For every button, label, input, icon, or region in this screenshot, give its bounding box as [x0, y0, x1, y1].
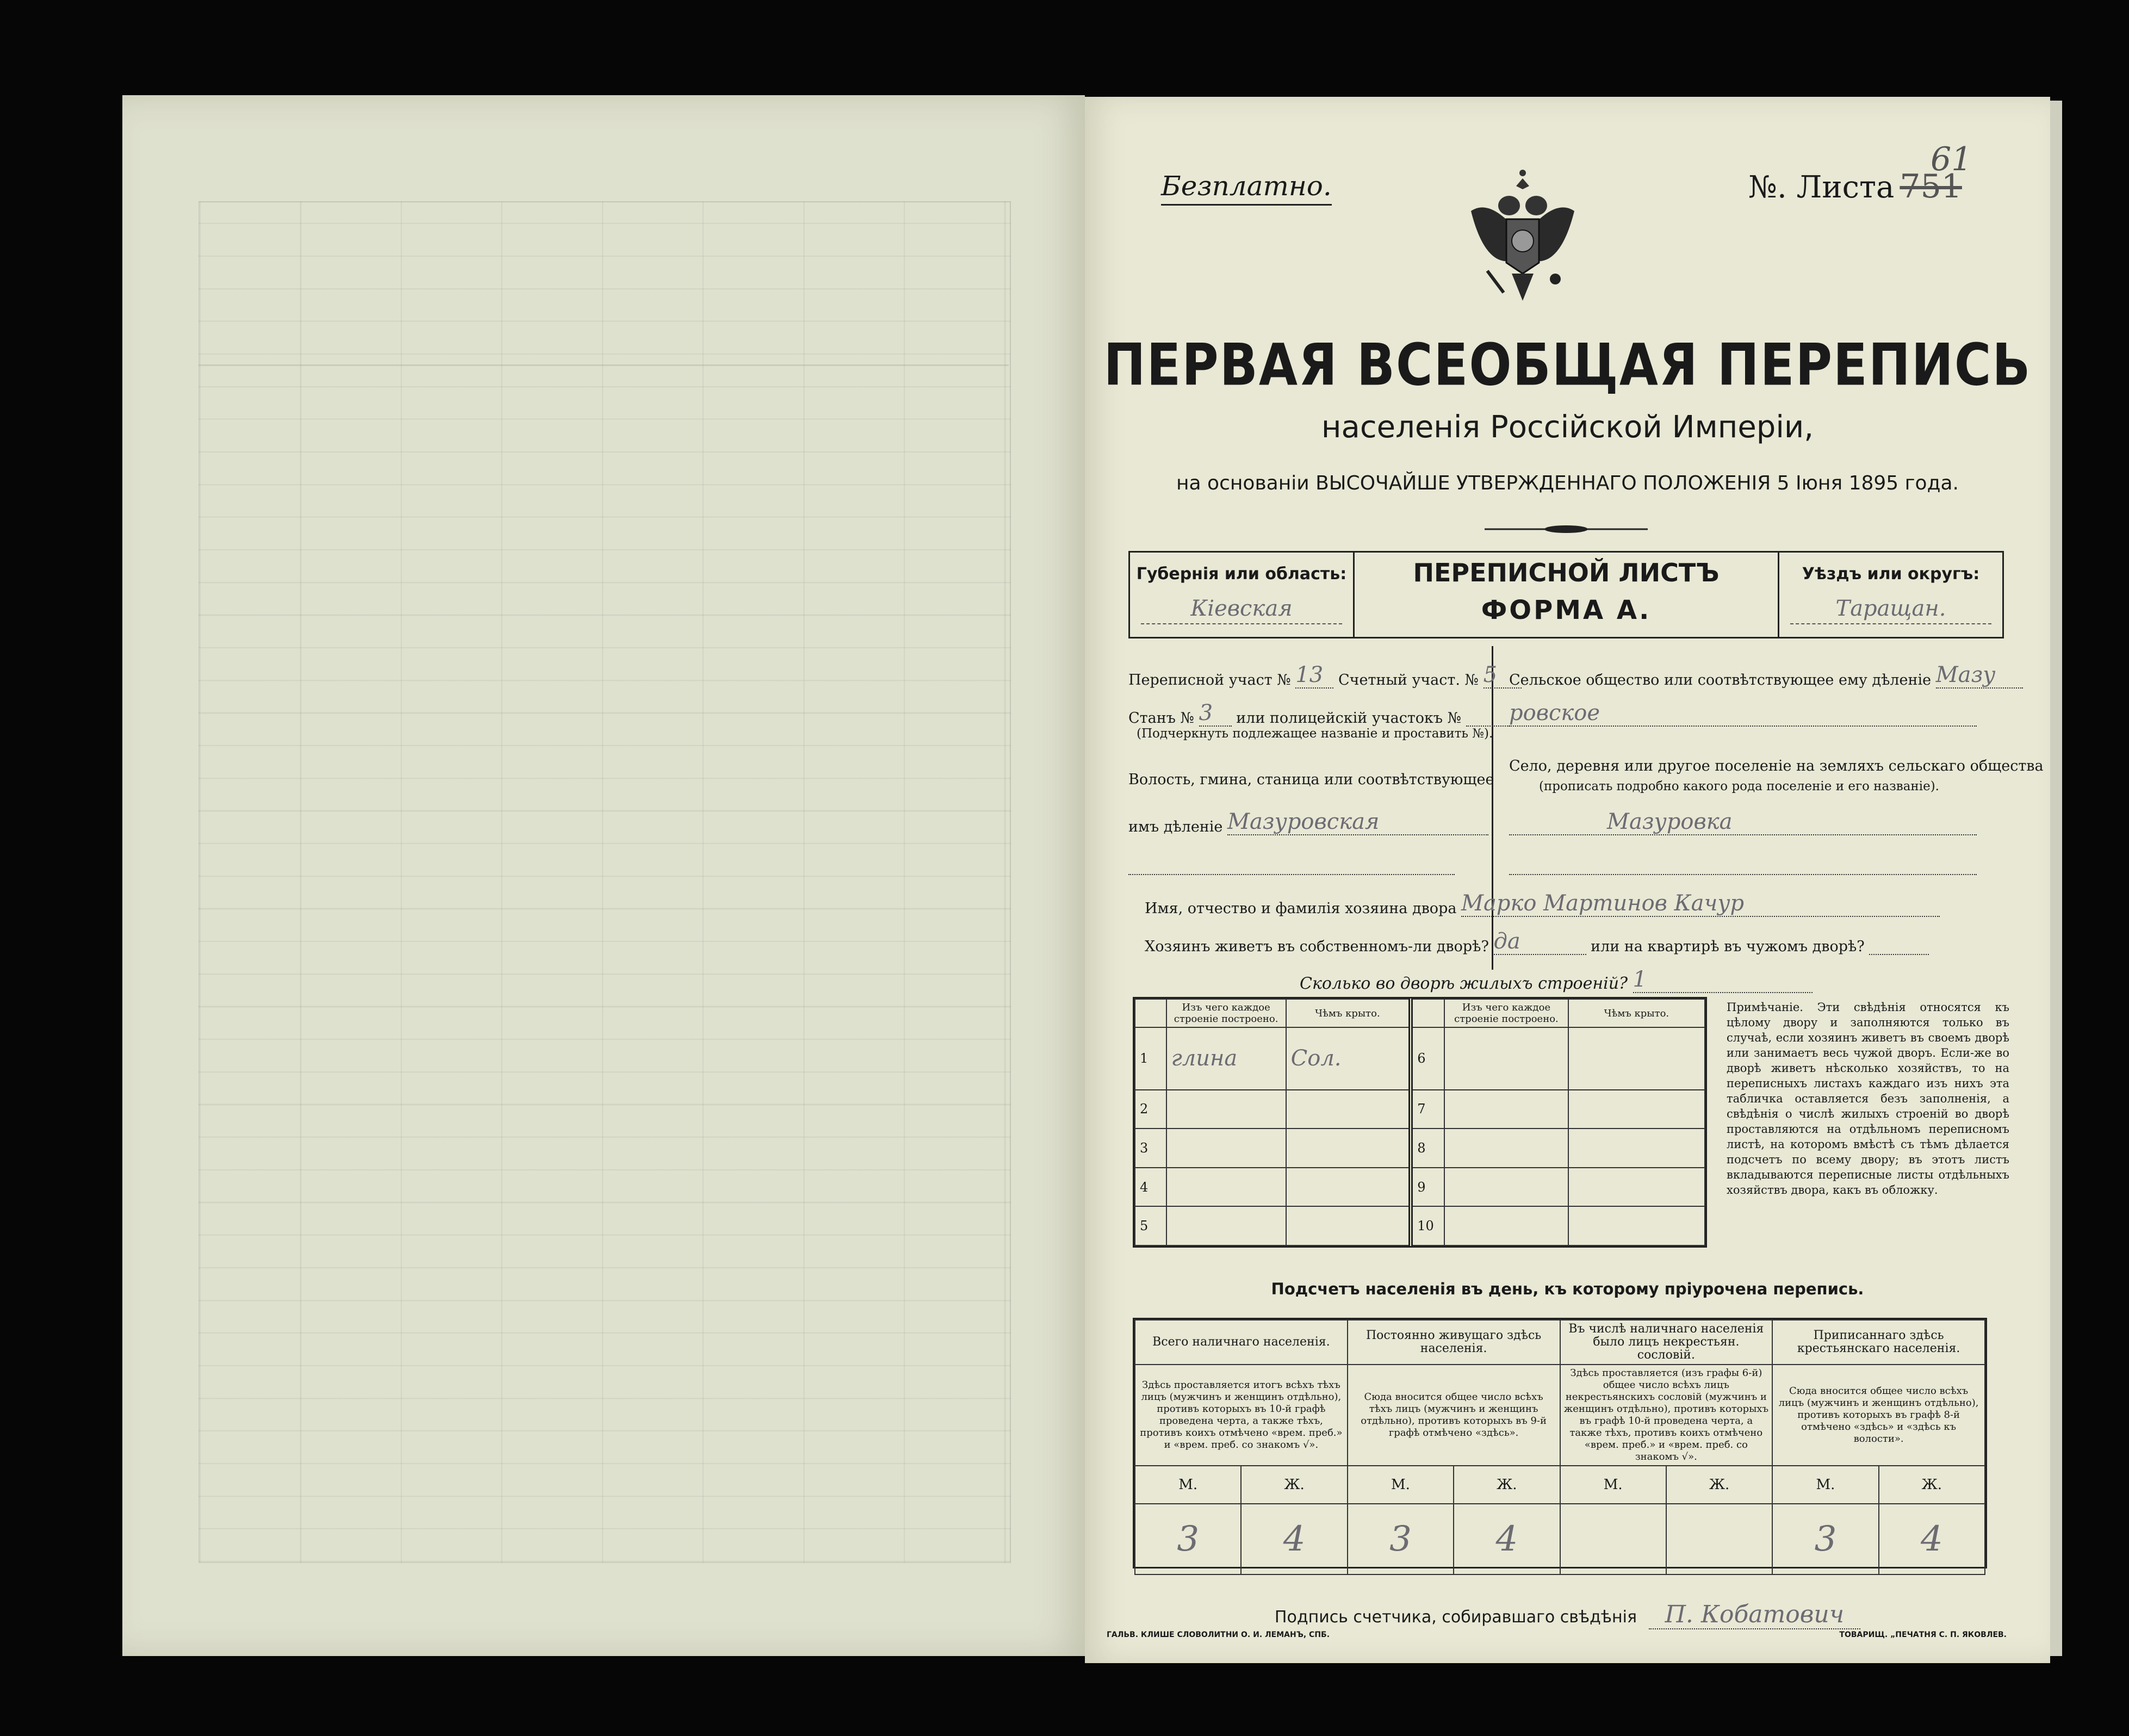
- count-district-label: Счетный участ. №: [1338, 672, 1479, 689]
- volost-field: [1128, 809, 1488, 835]
- free-label: Безплатно.: [1161, 170, 1332, 206]
- imperial-eagle-emblem: [1466, 168, 1580, 309]
- count-head-non-peasant: Въ числѣ наличнаго населенія было лицъ некрестьян. сословій.: [1560, 1320, 1773, 1365]
- roof-cell: [1568, 1206, 1705, 1245]
- gubernia-cell: [1128, 553, 1355, 637]
- male-label: М.: [1135, 1466, 1241, 1504]
- permanent-male-value: 3: [1348, 1504, 1454, 1574]
- village-note: (прописать подробно какого рода поселеніе и его названіе).: [1539, 779, 1939, 793]
- enumerator-signature: [1085, 1601, 2050, 1628]
- non-peasant-female-value: [1666, 1504, 1772, 1574]
- printer-credit-left: ГАЛЬВ. КЛИШЕ СЛОВОЛИТНИ О. И. ЛЕМАНЪ, СПБ.: [1107, 1630, 1330, 1639]
- uezd-value: Таращан.: [1790, 596, 1991, 624]
- population-count-table: [1133, 1318, 1987, 1568]
- material-cell: [1444, 1129, 1568, 1168]
- material-cell: [1166, 1206, 1286, 1245]
- society-value-1: Мазу: [1936, 662, 2023, 689]
- col-material-right: Изъ чего каждое строеніе построено.: [1444, 999, 1568, 1027]
- uezd-cell: [1778, 553, 2004, 637]
- signature-value: П. Кобатович: [1649, 1601, 1861, 1629]
- count-desc-permanent: Сюда вносится общее число всѣхъ тѣхъ лицъ (мужчинъ и женщинъ отдѣльно), противъ которыхъ въ 9-й графѣ отмѣчено «здѣсь».: [1348, 1365, 1560, 1466]
- count-head-present: Всего наличнаго населенія.: [1135, 1320, 1348, 1365]
- sheet-number-label: №. Листа: [1748, 170, 1895, 205]
- owner-name-value: Марко Мартинов Качур: [1461, 891, 1940, 917]
- female-label: Ж.: [1241, 1466, 1347, 1504]
- row-number: 3: [1135, 1129, 1166, 1168]
- bleed-through-header: [198, 201, 1009, 366]
- gubernia-value: Кіевская: [1141, 596, 1342, 624]
- rent-label: или на квартирѣ въ чужомъ дворѣ?: [1591, 938, 1865, 955]
- count-desc-registered: Сюда вносится общее число всѣхъ лицъ (мужчинъ и женщинъ отдѣльно), противъ которыхъ въ графѣ 8-й отмѣчено «здѣсь» и «здѣсь къ волости».: [1772, 1365, 1985, 1466]
- table-row: [1135, 1129, 1705, 1168]
- roof-cell: [1568, 1027, 1705, 1090]
- sheet-number-crossed: 751: [1900, 168, 1962, 206]
- count-desc-present: Здѣсь проставляется итогъ всѣхъ тѣхъ лицъ (мужчинъ и женщинъ отдѣльно), противъ которыхъ въ 10-й графѣ проведена черта, а также тѣхъ, противъ коихъ отмѣчено «врем. преб.» и «врем. преб. со знакомъ √».: [1135, 1365, 1348, 1466]
- roof-cell: [1286, 1168, 1411, 1207]
- note-text: Примѣчаніе. Эти свѣдѣнія относятся къ цѣлому двору и заполняются только въ случаѣ, если хозяинъ живетъ въ своемъ дворѣ или занимаетъ весь чужой дворъ. Если-же во дворѣ живетъ нѣсколько хозяйствъ, то на переписныхъ листахъ каждаго изъ нихъ эта табличка оставляется безъ заполненія, а свѣдѣнія о числѣ жилыхъ строеній во дворѣ проставляются на отдѣльномъ переписномъ листѣ, на которомъ вмѣстѣ съ тѣмъ дѣлается подсчетъ по всему двору; въ этотъ листъ вкладываются переписные листы отдѣльныхъ хозяйствъ двора, какъ въ обложку.: [1727, 1001, 2009, 1196]
- col-roof-left: Чѣмъ крыто.: [1286, 999, 1411, 1027]
- form-header-box: [1128, 551, 2004, 638]
- row-number: 6: [1411, 1027, 1444, 1090]
- police-value: [1466, 707, 1510, 727]
- col-roof-right: Чѣмъ крыто.: [1568, 999, 1705, 1027]
- roof-cell: [1286, 1090, 1411, 1129]
- material-cell: [1444, 1027, 1568, 1090]
- form-title: ПЕРЕПИСНОЙ ЛИСТЪ: [1413, 558, 1720, 587]
- owner-name-field: [1145, 891, 1940, 917]
- village-value: Мазуровка: [1509, 809, 1977, 835]
- underline-note: (Подчеркнуть подлежащее названіе и проставить №).: [1137, 727, 1493, 741]
- material-cell: [1444, 1206, 1568, 1245]
- material-cell: [1444, 1090, 1568, 1129]
- buildings-label: Сколько во дворѣ жилыхъ строеній?: [1300, 974, 1628, 993]
- stan-label: Станъ №: [1128, 710, 1194, 727]
- count-head-registered: Приписаннаго здѣсь крестьянскаго населенія.: [1772, 1320, 1985, 1365]
- material-cell: [1166, 1168, 1286, 1207]
- population-count-title: Подсчетъ населенія въ день, къ которому пріурочена перепись.: [1271, 1280, 1864, 1298]
- main-title: ПЕРВАЯ ВСЕОБЩАЯ ПЕРЕПИСЬ: [1103, 331, 2032, 399]
- col-material-left: Изъ чего каждое строеніе построено.: [1166, 999, 1286, 1027]
- table-row: [1135, 1027, 1705, 1090]
- society-value-2: ровское: [1509, 700, 1977, 727]
- row-number: 10: [1411, 1206, 1444, 1245]
- row-number: 9: [1411, 1168, 1444, 1207]
- census-district-field: [1128, 662, 1522, 689]
- owner-name-label: Имя, отчество и фамилія хозяина двора: [1145, 900, 1457, 917]
- page-stack-edge: [2050, 101, 2062, 1656]
- female-label: Ж.: [1879, 1466, 1985, 1504]
- present-male-value: 3: [1135, 1504, 1241, 1574]
- col-number: [1135, 999, 1166, 1027]
- volost-label-line2: имъ дѣленіе: [1128, 819, 1223, 835]
- row-number: 4: [1135, 1168, 1166, 1207]
- village-extra-line: [1509, 855, 1977, 875]
- count-desc-non-peasant: Здѣсь проставляется (изъ графы 6-й) общее число всѣхъ лицъ некрестьянскихъ сословій (мужчинъ и женщинъ отдѣльно), противъ которыхъ въ графѣ 10-й проведена черта, а также тѣхъ, противъ коихъ отмѣчено «врем. преб.» и «врем. преб. со знакомъ √».: [1560, 1365, 1773, 1466]
- material-cell: глина: [1166, 1027, 1286, 1090]
- own-yard-label: Хозяинъ живетъ въ собственномъ-ли дворѣ?: [1145, 938, 1489, 955]
- row-number: 1: [1135, 1027, 1166, 1090]
- census-district-value: 13: [1295, 662, 1333, 689]
- society-field: [1509, 662, 2023, 689]
- police-label: или полицейскій участокъ №: [1236, 710, 1462, 727]
- stan-field: [1128, 700, 1510, 727]
- row-number: 8: [1411, 1129, 1444, 1168]
- census-form-page: [1085, 97, 2050, 1663]
- rent-value: [1869, 935, 1929, 955]
- count-district-value: 5: [1484, 662, 1522, 689]
- subtitle: населенія Россійской Имперіи,: [1321, 410, 1814, 445]
- roof-cell: [1568, 1090, 1705, 1129]
- roof-cell: [1568, 1129, 1705, 1168]
- roof-cell: [1286, 1129, 1411, 1168]
- stan-value: 3: [1199, 700, 1232, 727]
- legal-basis-line: на основаніи ВЫСОЧАЙШЕ УТВЕРЖДЕННАГО ПОЛОЖЕНІЯ 5 Іюня 1895 года.: [1176, 472, 1959, 494]
- column-divider: [1492, 646, 1493, 970]
- row-number: 5: [1135, 1206, 1166, 1245]
- printer-credit-right: ТОВАРИЩ. „ПЕЧАТНЯ С. П. ЯКОВЛЕВ.: [1839, 1630, 2007, 1639]
- buildings-table: [1133, 997, 1707, 1248]
- table-row: [1135, 1206, 1705, 1245]
- male-label: М.: [1772, 1466, 1878, 1504]
- roof-cell: [1568, 1168, 1705, 1207]
- ornament-divider: [1485, 524, 1648, 534]
- count-head-permanent: Постоянно живущаго здѣсь населенія.: [1348, 1320, 1560, 1365]
- sheet-number-handwritten: 61: [1931, 140, 1972, 178]
- material-cell: [1166, 1129, 1286, 1168]
- volost-value: Мазуровская: [1227, 809, 1488, 835]
- material-cell: [1444, 1168, 1568, 1207]
- table-row: [1135, 1168, 1705, 1207]
- village-label: Село, деревня или другое поселеніе на земляхъ сельскаго общества: [1509, 758, 2044, 774]
- society-label: Сельское общество или соотвѣтствующее ему дѣленіе: [1509, 672, 1932, 689]
- volost-label-line1: Волость, гмина, станица или соотвѣтствующее: [1128, 771, 1494, 788]
- row-number: 7: [1411, 1090, 1444, 1129]
- form-subtitle: ФОРМА А.: [1481, 595, 1652, 625]
- roof-cell: Сол.: [1286, 1027, 1411, 1090]
- buildings-value: 1: [1633, 967, 1813, 993]
- row-number: 2: [1135, 1090, 1166, 1129]
- table-row: [1135, 1090, 1705, 1129]
- buildings-question: [1300, 967, 1813, 993]
- blank-line: [1509, 855, 1977, 875]
- gubernia-label: Губернія или область:: [1136, 565, 1347, 584]
- registered-male-value: 3: [1772, 1504, 1878, 1574]
- female-label: Ж.: [1666, 1466, 1772, 1504]
- sheet-number: [1748, 168, 1962, 206]
- female-label: Ж.: [1454, 1466, 1560, 1504]
- roof-cell: [1286, 1206, 1411, 1245]
- non-peasant-male-value: [1560, 1504, 1666, 1574]
- male-label: М.: [1348, 1466, 1454, 1504]
- col-number-right: [1411, 999, 1444, 1027]
- society-field-cont: [1509, 700, 1977, 727]
- male-label: М.: [1560, 1466, 1666, 1504]
- census-district-label: Переписной участ №: [1128, 672, 1291, 689]
- material-cell: [1166, 1090, 1286, 1129]
- signature-label: Подпись счетчика, собиравшаго свѣдѣнія: [1274, 1608, 1637, 1627]
- own-yard-value: да: [1494, 929, 1586, 955]
- village-field: [1509, 809, 1977, 835]
- permanent-female-value: 4: [1454, 1504, 1560, 1574]
- volost-extra-line: [1128, 855, 1455, 875]
- bleed-through-grid: [198, 201, 1011, 1563]
- registered-female-value: 4: [1879, 1504, 1985, 1574]
- uezd-label: Уѣздъ или округъ:: [1802, 565, 1980, 584]
- blank-line: [1128, 855, 1455, 875]
- left-page-blank-back: [122, 95, 1085, 1656]
- present-female-value: 4: [1241, 1504, 1347, 1574]
- owner-residence-field: [1145, 929, 1929, 955]
